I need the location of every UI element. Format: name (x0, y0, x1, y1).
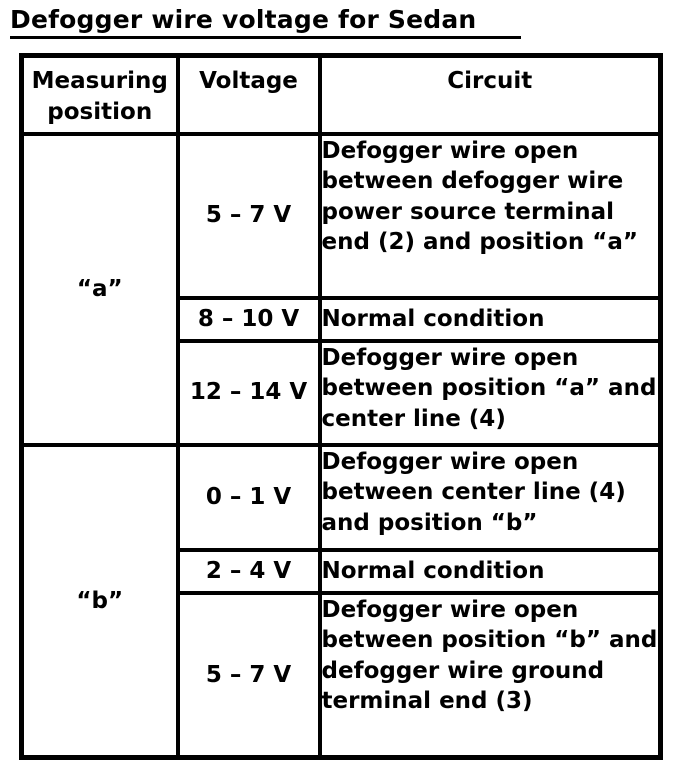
title-underline (10, 36, 521, 39)
voltage-cell: 5 – 7 V (178, 593, 320, 758)
circuit-cell: Defogger wire open between defogger wire power source terminal end (2) and position “a” (320, 134, 661, 298)
circuit-cell: Defogger wire open between center line (4) and position “b” (320, 445, 661, 550)
table-row (22, 134, 661, 298)
voltage-cell: 12 – 14 V (178, 341, 320, 445)
position-cell-b: “b” (22, 445, 178, 758)
circuit-cell: Normal condition (320, 550, 661, 593)
header-circuit: Circuit (320, 56, 661, 134)
voltage-cell: 0 – 1 V (178, 445, 320, 550)
table-row (22, 445, 661, 550)
page-title: Defogger wire voltage for Sedan (10, 5, 477, 34)
position-cell-a: “a” (22, 134, 178, 445)
header-voltage: Voltage (178, 56, 320, 134)
voltage-cell: 8 – 10 V (178, 298, 320, 341)
circuit-cell: Defogger wire open between position “b” and defogger wire ground terminal end (3) (320, 593, 661, 758)
header-measuring-position: Measuring position (22, 56, 178, 134)
header-row (22, 56, 661, 134)
voltage-cell: 2 – 4 V (178, 550, 320, 593)
circuit-cell: Defogger wire open between position “a” and center line (4) (320, 341, 661, 445)
voltage-table (19, 53, 663, 760)
voltage-cell: 5 – 7 V (178, 134, 320, 298)
circuit-cell: Normal condition (320, 298, 661, 341)
